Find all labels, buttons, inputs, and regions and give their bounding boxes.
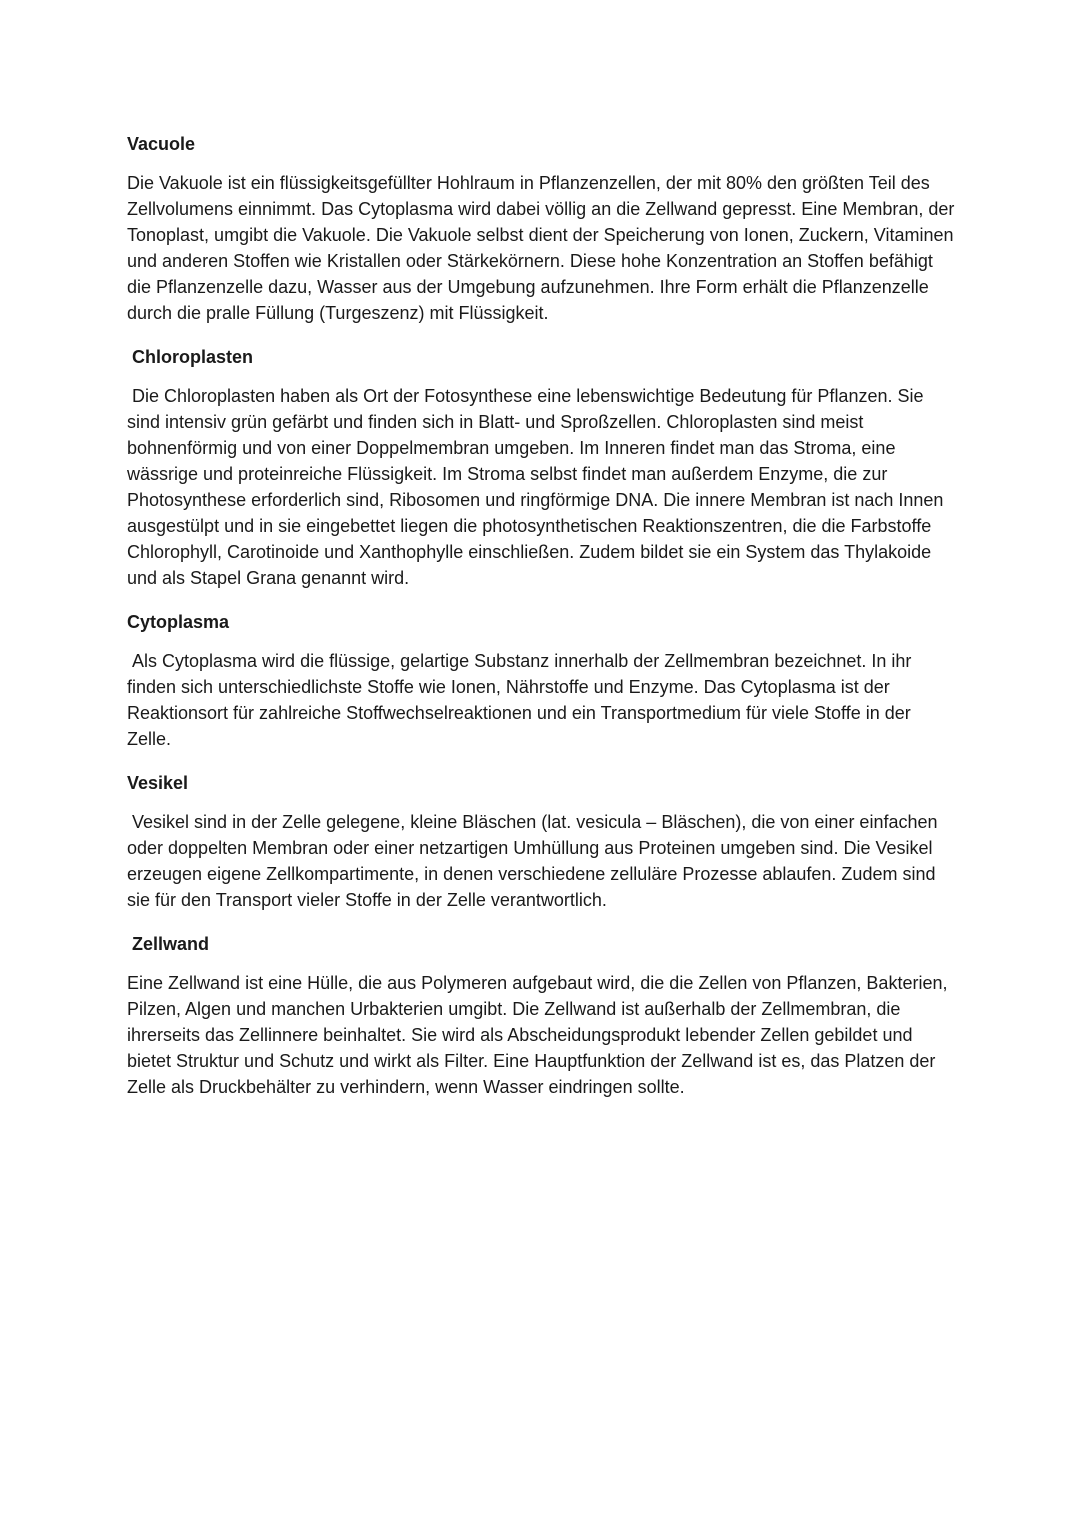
section-heading-zellwand: Zellwand: [127, 934, 210, 954]
section-chloroplasten: [127, 344, 955, 591]
section-body-zellwand: Eine Zellwand ist eine Hülle, die aus Polymeren aufgebaut wird, die die Zellen von Pflanzen, Bakterien, Pilzen, Algen und manchen Urbakterien umgibt. Die Zellwand ist außerhalb der Zellmembran, die ihrerseits das Zellinnere beinhaltet. Sie wird als Abscheidungsprodukt lebender Zellen gebildet und bietet Struktur und Schutz und wirkt als Filter. Eine Hauptfunktion der Zellwand ist es, das Platzen der Zelle als Druckbehälter zu verhindern, wenn Wasser eindringen sollte.: [127, 973, 953, 1097]
section-vesikel: [127, 770, 955, 913]
section-body-vesikel: Vesikel sind in der Zelle gelegene, kleine Bläschen (lat. vesicula – Bläschen), die von einer einfachen oder doppelten Membran oder einer netzartigen Umhüllung aus Proteinen umgeben sind. Die Vesikel erzeugen eigene Zellkompartimente, in denen verschiedene zelluläre Prozesse ablaufen. Zudem sind sie für den Transport vieler Stoffe in der Zelle verantwortlich.: [127, 812, 943, 910]
section-heading-chloroplasten: Chloroplasten: [127, 347, 254, 367]
section-body-cytoplasma: Als Cytoplasma wird die flüssige, gelartige Substanz innerhalb der Zellmembran bezeichnet. In ihr finden sich unterschiedlichste Stoffe wie Ionen, Nährstoffe und Enzyme. Das Cytoplasma ist der Reaktionsort für zahlreiche Stoffwechselreaktionen und ein Transportmedium für viele Stoffe in der Zelle.: [127, 651, 917, 749]
section-heading-cytoplasma: Cytoplasma: [127, 612, 230, 632]
section-body-chloroplasten: Die Chloroplasten haben als Ort der Fotosynthese eine lebenswichtige Bedeutung für Pflanzen. Sie sind intensiv grün gefärbt und finden sich in Blatt- und Sproßzellen. Chloroplasten sind meist bohnenförmig und von einer Doppelmembran umgeben. Im Inneren findet man das Stroma, eine wässrige und proteinreiche Flüssigkeit. Im Stroma selbst findet man außerdem Enzyme, die zur Photosynthese erforderlich sind, Ribosomen und ringförmige DNA. Die innere Membran ist nach Innen ausgestülpt und in sie eingebettet liegen die photosynthetischen Reaktionszentren, die die Farbstoffe Chlorophyll, Carotinoide und Xanthophylle einschließen. Zudem bildet sie ein System das Thylakoide und als Stapel Grana genannt wird.: [127, 386, 949, 588]
section-cytoplasma: [127, 609, 955, 752]
section-vacuole: [127, 131, 960, 326]
section-heading-vacuole: Vacuole: [127, 134, 196, 154]
section-zellwand: [127, 931, 955, 1100]
section-heading-vesikel: Vesikel: [127, 773, 189, 793]
section-body-vacuole: Die Vakuole ist ein flüssigkeitsgefüllter Hohlraum in Pflanzenzellen, der mit 80% den größten Teil des Zellvolumens einnimmt. Das Cytoplasma wird dabei völlig an die Zellwand gepresst. Eine Membran, der Tonoplast, umgibt die Vakuole. Die Vakuole selbst dient der Speicherung von Ionen, Zuckern, Vitaminen und anderen Stoffen wie Kristallen oder Stärkekörnern. Diese hohe Konzentration an Stoffen befähigt die Pflanzenzelle dazu, Wasser aus der Umgebung aufzunehmen. Ihre Form erhält die Pflanzenzelle durch die pralle Füllung (Turgeszenz) mit Flüssigkeit.: [127, 173, 960, 323]
